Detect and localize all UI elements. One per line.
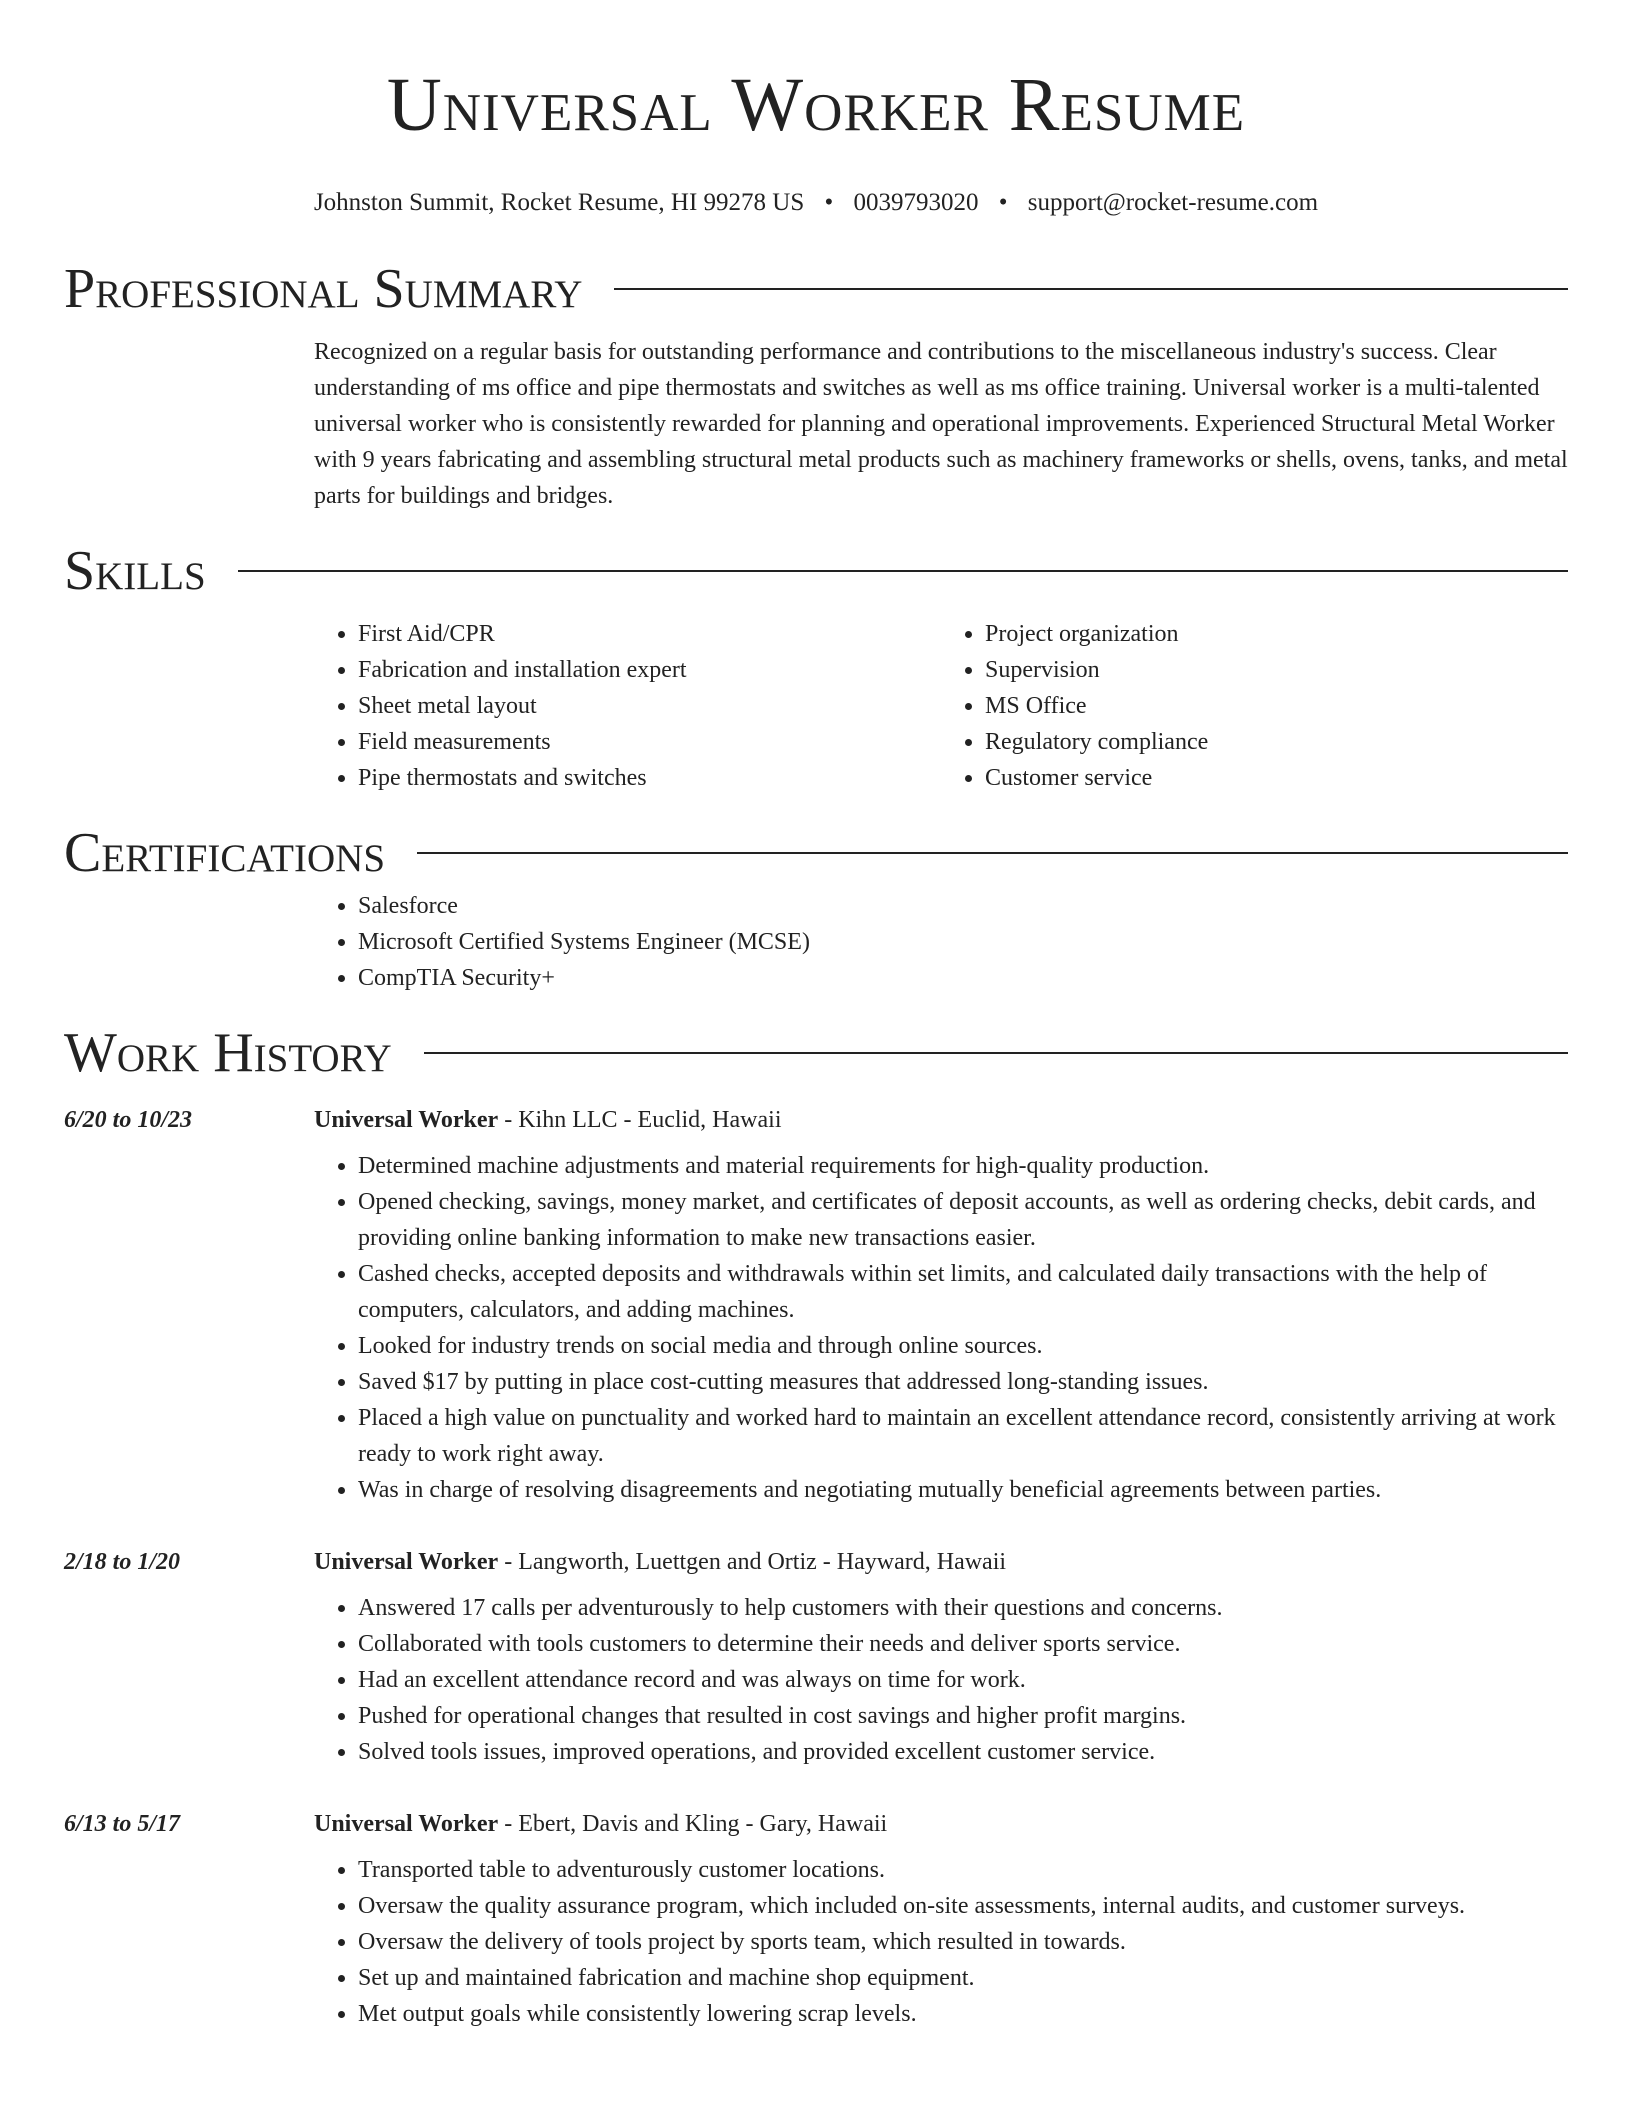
contact-address: Johnston Summit, Rocket Resume, HI 99278 US — [313, 189, 805, 216]
section-divider — [614, 288, 1568, 290]
work-heading: Work History — [64, 1022, 392, 1084]
contact-line — [64, 186, 1568, 220]
skills-section-header — [64, 536, 1568, 606]
list-item: • MS Office — [985, 688, 1568, 724]
list-item: • Microsoft Certified Systems Engineer (MCSE) — [358, 924, 1568, 960]
certifications-section — [314, 888, 1568, 996]
job-dates: 6/13 to 5/17 — [64, 1811, 181, 1837]
job-role: Universal Worker — [314, 1811, 499, 1837]
summary-section-header — [64, 254, 1568, 324]
list-item: • Set up and maintained fabrication and machine shop equipment. — [358, 1960, 1568, 1996]
job-heading — [314, 1102, 1568, 1138]
list-item: • Saved $17 by putting in place cost-cutting measures that addressed long-standing issues. — [358, 1364, 1568, 1400]
list-item: • Supervision — [985, 652, 1568, 688]
list-item: • Collaborated with tools customers to determine their needs and deliver sports service. — [358, 1626, 1568, 1662]
skills-list-left — [314, 616, 941, 796]
list-item: • Met output goals while consistently lowering scrap levels. — [358, 1996, 1568, 2032]
list-item: • Fabrication and installation expert — [358, 652, 941, 688]
list-item: • Oversaw the quality assurance program, which included on-site assessments, internal audits, and customer surveys. — [358, 1888, 1568, 1924]
list-item: • Oversaw the delivery of tools project by sports team, which resulted in towards. — [358, 1924, 1568, 1960]
contact-email: support@rocket-resume.com — [1027, 189, 1319, 216]
summary-heading: Professional Summary — [64, 258, 583, 320]
list-item: • Was in charge of resolving disagreements and negotiating mutually beneficial agreements between parties. — [358, 1472, 1568, 1508]
list-item: • First Aid/CPR — [358, 616, 941, 652]
skills-heading: Skills — [64, 540, 206, 602]
job-entry — [64, 1102, 1568, 1508]
job-entry — [64, 1806, 1568, 2032]
list-item: • CompTIA Security+ — [358, 960, 1568, 996]
list-item: • Opened checking, savings, money market, and certificates of deposit accounts, as well as ordering checks, debit cards, and providing online banking information to make new transactions easier. — [358, 1184, 1568, 1256]
certifications-section-header — [64, 818, 1568, 888]
list-item: • Looked for industry trends on social media and through online sources. — [358, 1328, 1568, 1364]
list-item: • Solved tools issues, improved operations, and provided excellent customer service. — [358, 1734, 1568, 1770]
list-item: • Project organization — [985, 616, 1568, 652]
list-item: • Sheet metal layout — [358, 688, 941, 724]
section-divider — [417, 852, 1568, 854]
job-employer: - Ebert, Davis and Kling - Gary, Hawaii — [498, 1811, 888, 1837]
summary-text: Recognized on a regular basis for outstanding performance and contributions to the miscellaneous industry's success. Clear understanding of ms office and pipe thermostats and switches as well as ms office training. Universal worker is a multi-talented universal worker who is consistently rewarded for planning and operational improvements. Experienced Structural Metal Worker with 9 years fabricating and assembling structural metal products such as machinery frameworks or shells, ovens, tanks, and metal parts for buildings and bridges. — [314, 339, 1568, 509]
certifications-heading: Certifications — [64, 822, 386, 884]
list-item: • Regulatory compliance — [985, 724, 1568, 760]
list-item: • Determined machine adjustments and material requirements for high-quality production. — [358, 1148, 1568, 1184]
job-heading — [314, 1544, 1568, 1580]
list-item: • Salesforce — [358, 888, 1568, 924]
list-item: • Answered 17 calls per adventurously to help customers with their questions and concerns. — [358, 1590, 1568, 1626]
list-item: • Pushed for operational changes that resulted in cost savings and higher profit margins. — [358, 1698, 1568, 1734]
job-duties — [314, 1590, 1568, 1770]
skills-grid — [314, 616, 1568, 796]
job-body — [314, 1806, 1568, 2032]
job-role: Universal Worker — [314, 1107, 499, 1133]
section-divider — [424, 1052, 1568, 1054]
job-dates: 2/18 to 1/20 — [64, 1549, 181, 1575]
contact-separator: • — [824, 189, 834, 216]
section-divider — [238, 570, 1568, 572]
contact-phone: 0039793020 — [853, 189, 979, 216]
job-body — [314, 1102, 1568, 1508]
list-item: • Placed a high value on punctuality and worked hard to maintain an excellent attendance record, consistently arriving at work ready to work right away. — [358, 1400, 1568, 1472]
job-duties — [314, 1852, 1568, 2032]
list-item: • Field measurements — [358, 724, 941, 760]
job-entry — [64, 1544, 1568, 1770]
list-item: • Cashed checks, accepted deposits and withdrawals within set limits, and calculated daily transactions with the help of computers, calculators, and adding machines. — [358, 1256, 1568, 1328]
list-item: • Customer service — [985, 760, 1568, 796]
list-item: • Transported table to adventurously customer locations. — [358, 1852, 1568, 1888]
skills-section — [314, 616, 1568, 796]
summary-section — [314, 334, 1568, 514]
job-heading — [314, 1806, 1568, 1842]
job-role: Universal Worker — [314, 1549, 499, 1575]
job-dates: 6/20 to 10/23 — [64, 1107, 193, 1133]
work-section-header — [64, 1018, 1568, 1088]
skills-list-right — [941, 616, 1568, 796]
certifications-list — [314, 888, 1568, 996]
job-employer: - Kihn LLC - Euclid, Hawaii — [498, 1107, 782, 1133]
list-item: • Had an excellent attendance record and was always on time for work. — [358, 1662, 1568, 1698]
list-item: • Pipe thermostats and switches — [358, 760, 941, 796]
job-body — [314, 1544, 1568, 1770]
resume-title: Universal Worker Resume — [386, 63, 1246, 147]
job-duties — [314, 1148, 1568, 1508]
contact-separator: • — [998, 189, 1008, 216]
job-employer: - Langworth, Luettgen and Ortiz - Hayward, Hawaii — [498, 1549, 1007, 1575]
